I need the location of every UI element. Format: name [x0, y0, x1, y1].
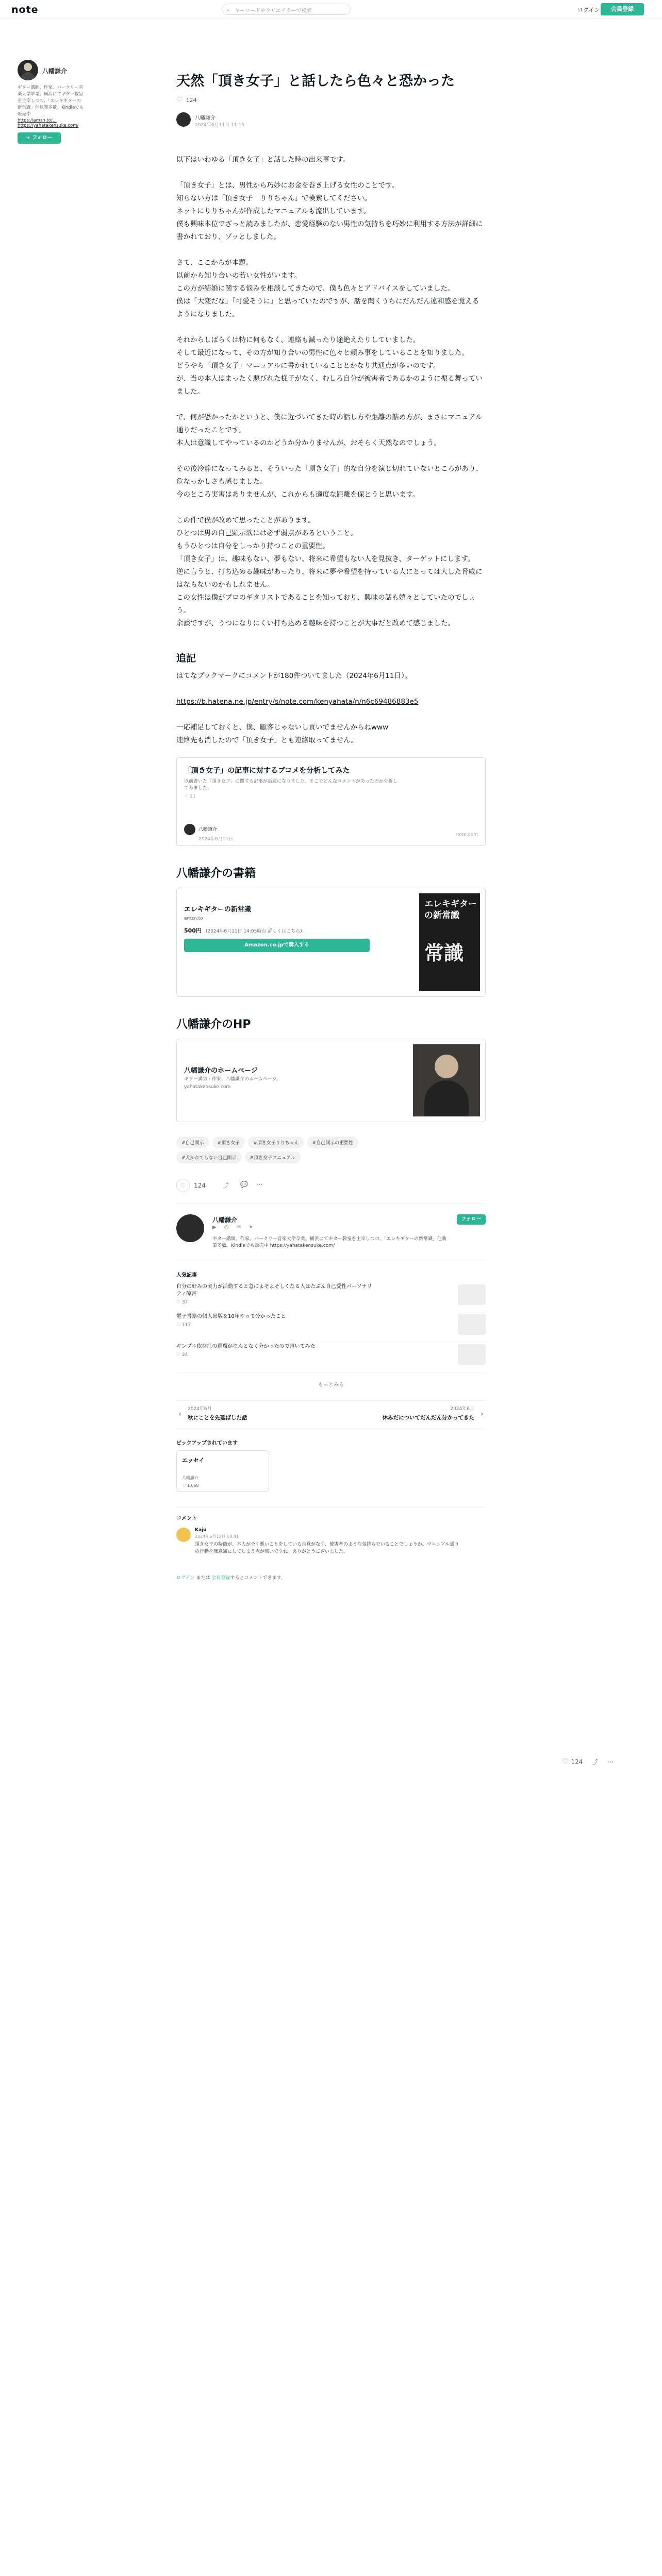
card-footer: note.com [456, 832, 478, 837]
addendum-text: はてなブックマークにコメントが180件ついてました（2024年6月11日）。 [176, 672, 412, 680]
list-item[interactable]: 電子書籍の個人出版を10年やって分かったこと ♡ 117 [176, 1313, 486, 1343]
commenter-name[interactable]: Kaju [195, 1528, 207, 1533]
like-count: 124 [194, 1182, 206, 1189]
article-likes[interactable] [176, 96, 486, 104]
profile-bio: ギター講師、作家。バークリー音楽大学卒業。横浜にてギター教室を主宰しつつ、「エレキギターの新常識」他執筆多数。Kindleでも販売中 [18, 85, 84, 117]
top-header [0, 0, 662, 19]
article-paragraph: で、何が恐かったかというと、僕に近づいてきた時の話し方や距離の詰め方が、まさにマニュアル通りだったことです。 [176, 413, 483, 434]
article-paragraph: この女性は僕がプロのギタリストであることを知っており、興味の話も嬉々としていたのでしょう。 [176, 594, 476, 615]
social-icons[interactable]: ▶ ◎ ✉ ✦ [212, 1225, 256, 1230]
tag[interactable]: #犬かれてもない自己開示 [176, 1151, 242, 1163]
comment-login-link[interactable]: ログイン [176, 1575, 195, 1581]
article-author[interactable] [176, 112, 486, 129]
card-summary: 以前書いた「頂き女子」に関する記事が話題になりました。そこでどんなコメントがあったのか分析してみました。 [184, 779, 398, 791]
author-box-name[interactable]: 八幡謙介 [212, 1216, 238, 1224]
popular-thumbnail [458, 1344, 486, 1365]
article-paragraph: が、当の本人はまったく悪びれた様子がなく、むしろ自分が被害者であるかのように振る舞っていました。 [176, 375, 483, 396]
book-price: 500円 (2024年6月11日 14:05時点 詳しくはこちら) [184, 927, 302, 934]
commenter-avatar[interactable] [176, 1528, 191, 1542]
hp-subtitle: ギター講師・作家、八幡謙介のホームページ。 [184, 1077, 282, 1082]
share-icon[interactable]: ⤴ [592, 1758, 599, 1766]
book-card[interactable] [176, 888, 486, 997]
profile-follow-button[interactable] [18, 132, 61, 144]
comment-date: 2024年6月12日 08:41 [195, 1534, 239, 1539]
article-paragraph: 余談ですが、うつになりにくい打ち込める趣味を持つことが大事だと改めて感じました。 [176, 619, 455, 628]
article-paragraph: 僕も興味本位でざっと読みましたが、恋愛経験のない男性の気持ちを巧妙に利用する方法が詳細に書かれており、ゾッとしました。 [176, 220, 483, 241]
addendum-note-1: 一応補足しておくと、僕、顧客じゃないし貢いでませんからねwww [176, 723, 389, 732]
author-avatar[interactable] [176, 112, 191, 127]
author-box-avatar[interactable] [176, 1214, 204, 1242]
article-paragraph: 知らない方は「頂き女子 りりちゃん」で検索してください。 [176, 194, 371, 202]
article-paragraph: この方が結婚に関する悩みを相談してきたので、僕も色々とアドバイスをしていました。 [176, 284, 455, 293]
profile-link-hp[interactable]: https://yahatakensuke.com/ [18, 123, 79, 128]
hp-heading: 八幡謙介のHP [176, 1018, 251, 1031]
tag[interactable]: #頂き女子 [212, 1137, 245, 1148]
chevron-left-icon: ‹ [178, 1410, 181, 1418]
article-paragraph: 今のところ実害はありませんが、これからも適度な距離を保とうと思います。 [176, 490, 420, 499]
more-icon[interactable]: ··· [257, 1181, 263, 1188]
floating-like-count: 124 [571, 1758, 583, 1766]
article-paragraph: この件で僕が改めて思ったことがあります。 [176, 516, 315, 524]
hp-url: yahatakensuke.com [184, 1084, 231, 1090]
comment-item [176, 1528, 486, 1568]
addendum-heading: 追記 [176, 653, 196, 664]
embedded-note-card[interactable] [176, 757, 486, 846]
article-paragraph: 以下はいわゆる「頂き女子」と話した時の出来事です。 [176, 156, 350, 164]
hp-title: 八幡謙介のホームページ [184, 1067, 258, 1075]
card-author: 八幡謙介 2024年6月11日 [184, 824, 233, 842]
amazon-buy-button[interactable]: Amazon.co.jpで購入する [184, 939, 370, 952]
author-box-bio: ギター講師、作家。バークリー音楽大学卒業。横浜にてギター教室を主宰しつつ、「エレキギターの新常識」他執筆多数。Kindleでも販売中 https://yahatakensuke.com/ [212, 1236, 446, 1248]
likes-count: 124 [186, 97, 197, 104]
article-paragraph: 以前から知り合いの若い女性がいます。 [176, 272, 301, 280]
author-box-follow-button[interactable]: フォロー [457, 1214, 486, 1225]
list-item[interactable]: ギンプル依存症の巡環がなんとなく分かったので書いてみた ♡ 24 [176, 1343, 486, 1373]
addendum-note-2: 連絡先も消したので「頂き女子」とも連絡取ってません。 [176, 736, 358, 744]
article-title: 天然「頂き女子」と話したら色々と恐かった [176, 73, 455, 89]
popular-articles [176, 1270, 486, 1388]
popular-thumbnail [458, 1284, 486, 1305]
popular-thumbnail [458, 1314, 486, 1335]
article-paragraph: 本人は意識してやっているのかどうか分かりませんが、おそらく天然なのでしょう。 [176, 439, 441, 447]
article-paragraph: その後冷静になってみると、そういった「頂き女子」的な自分を演じ切れていないところがあり、危なっかしさも感じました。 [176, 465, 483, 486]
article-paragraph: ひとつは男の自己顕示欲には必ず弱点があるということ。 [176, 529, 357, 537]
article [176, 72, 486, 1581]
follow-label: フォロー [32, 135, 53, 141]
card-title: 「頂き女子」の記事に対するブコメを分析してみた [184, 767, 350, 775]
article-paragraph: どうやら「頂き女子」マニュアルに書かれていることとかなり共通点が多いのです。 [176, 362, 440, 370]
heart-icon: ♡ [176, 96, 183, 104]
chevron-right-icon: › [481, 1410, 484, 1418]
article-paragraph: もうひとつは自分をしっかり持つことの重要性。 [176, 542, 329, 550]
note-logo[interactable]: note [11, 4, 39, 15]
author-name[interactable]: 八幡謙介 [195, 115, 216, 121]
more-icon[interactable]: ··· [607, 1758, 614, 1766]
hp-card[interactable] [176, 1039, 486, 1122]
article-paragraph: そして最近になって、その方が知り合いの男性に色々と頼み事をしていることを知りました。 [176, 349, 469, 357]
article-paragraph: それからしばらくは特に何もなく、連絡も減ったり途絶えたりしていました。 [176, 336, 420, 344]
profile-avatar[interactable] [18, 60, 38, 80]
profile-sidebar [18, 60, 85, 144]
pickup-section [176, 1438, 486, 1492]
see-more-link[interactable]: もっとみる [318, 1382, 344, 1388]
book-store: amzn.to [184, 916, 203, 921]
article-paragraph: さて、ここからが本題。 [176, 259, 253, 267]
next-article-link[interactable]: 2024年6月 休みだについてだんだん分かってきた [382, 1406, 474, 1421]
search-placeholder: キーワードやクリエイターで検索 [235, 8, 312, 14]
books-heading: 八幡謙介の書籍 [176, 867, 256, 880]
card-likes: ♡ 11 [184, 794, 196, 799]
article-pager [176, 1400, 486, 1429]
tag[interactable]: #自己開示 [176, 1137, 209, 1148]
article-paragraph: 逆に言うと、打ち込める趣味があったり、将来に夢や希望を持っている人にとっては大した脅威にはならないのかもしれません。 [176, 568, 483, 589]
register-button[interactable]: 会員登録 [601, 3, 644, 15]
publish-date: 2024年6月11日 11:16 [195, 123, 244, 128]
list-item[interactable]: 自分の好みの実力が活動すると急によそよそしくなる人はたぶん自己愛性パーソナリティ障害 ♡ 37 [176, 1283, 486, 1313]
like-button[interactable] [176, 1179, 190, 1192]
hatena-link[interactable]: https://b.hatena.ne.jp/entry/s/note.com/kenyahata/n/n6c6948688​3e5 [176, 698, 419, 706]
heart-icon: ♡ [180, 1182, 186, 1189]
comment-register-link[interactable]: 会員登録 [211, 1575, 230, 1581]
article-paragraph: ネットにりりちゃんが作成したマニュアルも流出しています。 [176, 207, 371, 215]
pickup-title: ピックアップされています [176, 1440, 238, 1446]
pickup-magazine[interactable]: エッセイ 八幡謙介 ♡ 1,068 [176, 1450, 269, 1492]
user-plus-icon: + [26, 135, 32, 141]
popular-title: 人気記事 [176, 1273, 197, 1278]
profile-link-amazon[interactable]: https://amzn.to/... [18, 118, 57, 123]
book-title: エレキギターの新常識 [184, 906, 251, 913]
search-icon: ⌕ [226, 6, 230, 13]
addendum [176, 670, 486, 747]
tag-list [176, 1137, 486, 1166]
tag[interactable]: #自己開示の重要性 [307, 1137, 359, 1148]
tag[interactable]: #頂き女子りりちゃん [248, 1137, 304, 1148]
heart-icon[interactable]: ♡ [562, 1757, 569, 1766]
prev-article-link[interactable]: 2024年6月 秋にことを先延ばした話 [188, 1406, 247, 1421]
article-actions [176, 1179, 486, 1194]
search-input[interactable] [222, 4, 351, 15]
article-body [176, 154, 486, 630]
login-link[interactable]: ログイン [577, 7, 600, 13]
tag[interactable]: #頂き女子マニュアル [245, 1151, 301, 1163]
hp-thumbnail [413, 1044, 480, 1116]
comment-text: 頂き女子の特徴が、本人が全く悪いことをしている自覚がなく、被害者のような気持ちでいることでしょうか。マニュアル通りの行動を無意識にしてしまう点が怖いですね。ありがとうございました。 [195, 1542, 459, 1554]
comment-login-prompt: ログイン または 会員登録するとコメントできます。 [176, 1575, 286, 1581]
article-paragraph: 「頂き女子」とは、男性から巧妙にお金を巻き上げる女性のことです。 [176, 181, 399, 190]
card-author-avatar [184, 824, 195, 835]
profile-name[interactable]: 八幡謙介 [42, 67, 68, 75]
floating-like-bar [562, 1757, 613, 1766]
comment-title: コメント [176, 1516, 197, 1521]
article-paragraph: 僕は「大変だな」「可愛そうに」と思っていたのですが、話を聞くうちにだんだん違和感を覚えるようになりました。 [176, 297, 479, 318]
article-paragraph: 「頂き女子」は、趣味もない、夢もない、将来に希望もない人を見抜き、ターゲットにします。 [176, 555, 475, 563]
comment-icon[interactable]: 💬 [240, 1181, 248, 1188]
book-cover-image[interactable]: エレキギターの新常識 常識 [419, 893, 480, 991]
share-icon[interactable]: ⤴ [223, 1182, 229, 1189]
author-box [176, 1204, 486, 1261]
comment-section [176, 1507, 486, 1581]
